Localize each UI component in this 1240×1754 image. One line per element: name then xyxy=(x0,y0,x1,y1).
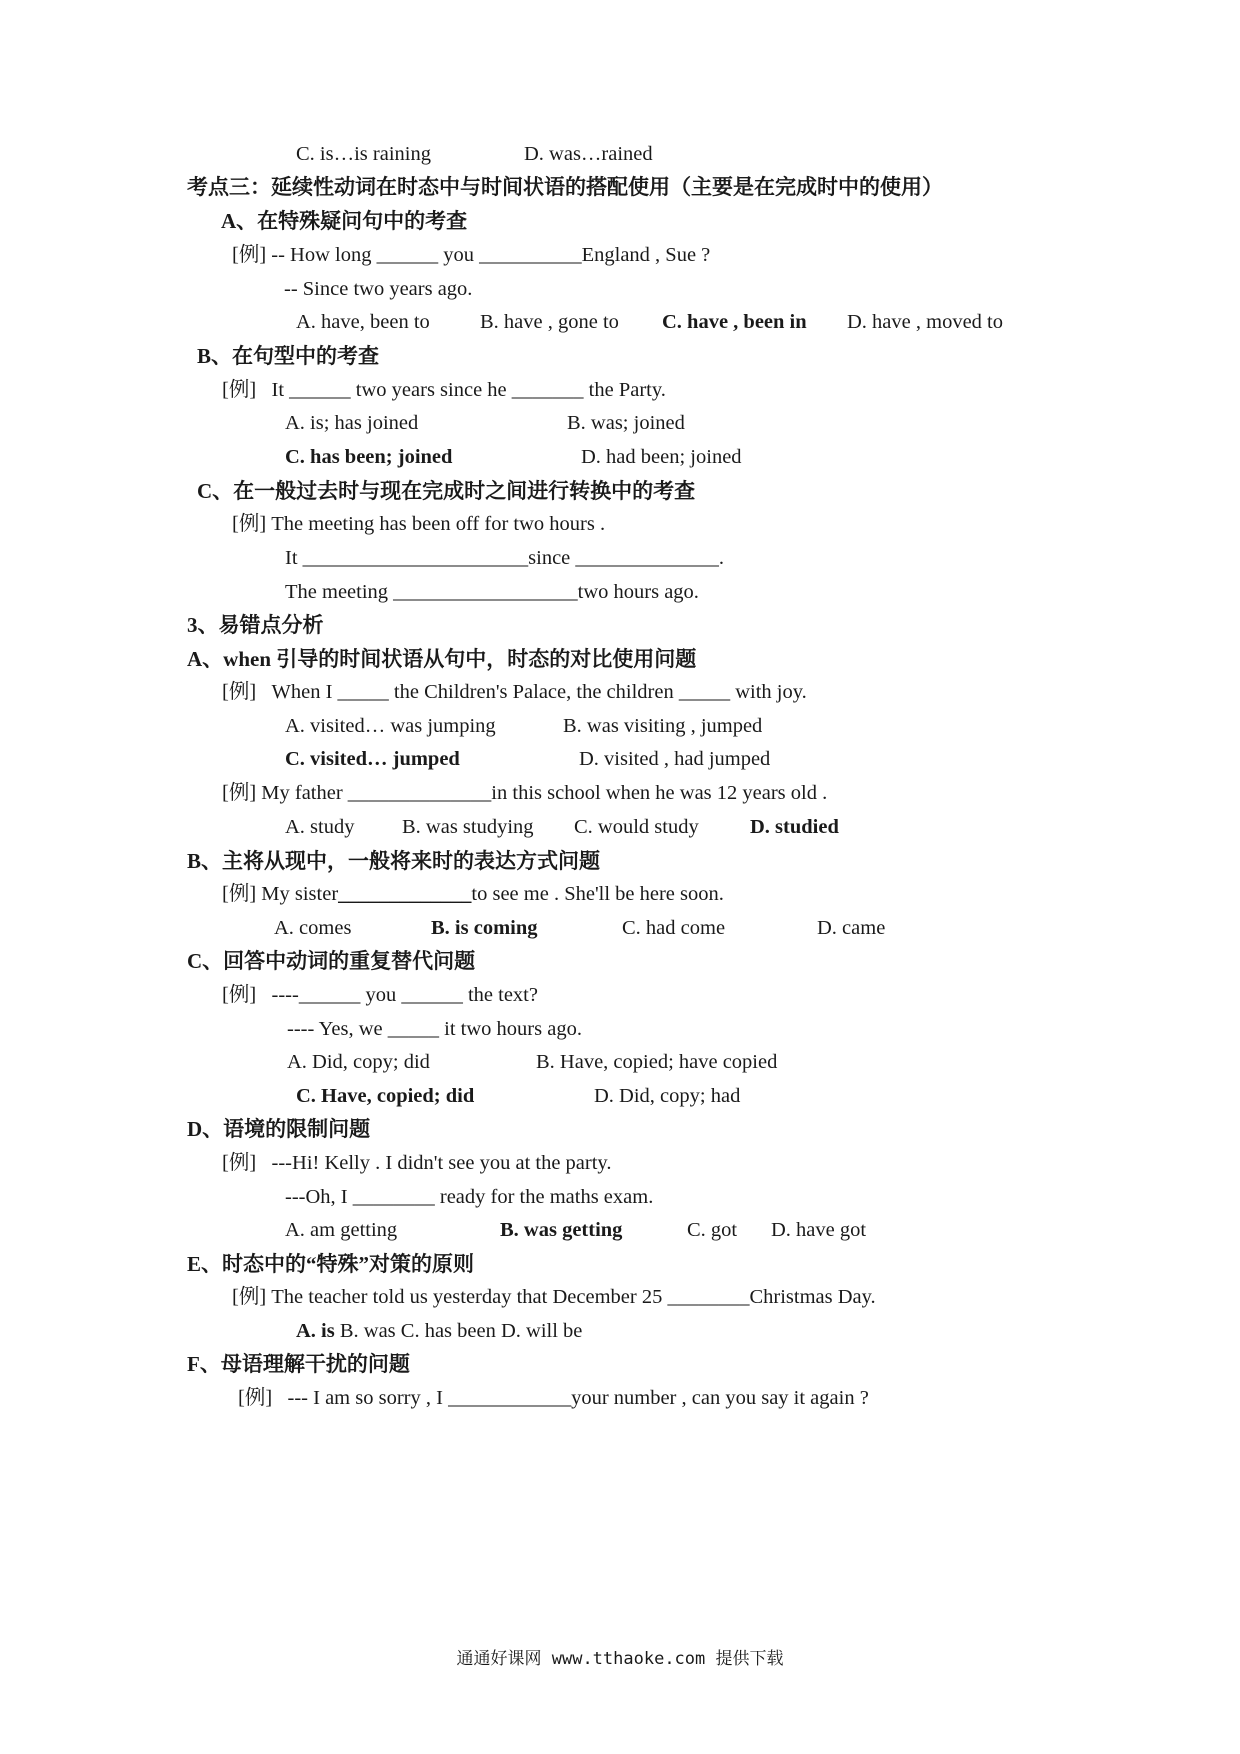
example-line: It ______________________since ______________. xyxy=(285,547,725,569)
subsection-heading: C、在一般过去时与现在完成时之间进行转换中的考查 xyxy=(197,479,696,503)
footer-text: 通通好课网 www.tthaoke.com 提供下载 xyxy=(456,1649,784,1669)
section-heading: 3、易错点分析 xyxy=(187,613,324,637)
example-line: [例] The meeting has been off for two hours . xyxy=(232,513,606,535)
option: A. am getting xyxy=(285,1219,398,1241)
example-line: [例] -- How long ______ you __________England , Sue ? xyxy=(232,244,711,266)
options-line xyxy=(296,1318,582,1344)
option: A. have, been to xyxy=(296,311,430,333)
option: D. Did, copy; had xyxy=(594,1085,741,1107)
option-answer: C. have , been in xyxy=(662,311,807,333)
option: D. was…rained xyxy=(524,143,653,165)
example-line: [例] --- I am so sorry , I ____________your number , can you say it again ? xyxy=(238,1387,869,1409)
option: D. have , moved to xyxy=(847,311,1003,333)
subsection-heading: F、母语理解干扰的问题 xyxy=(187,1352,410,1376)
example-line: [例] ----______ you ______ the text? xyxy=(222,984,538,1006)
option: A. is; has joined xyxy=(285,412,419,434)
subsection-heading: A、when 引导的时间状语从句中，时态的对比使用问题 xyxy=(187,647,697,671)
answer-blank: _____________ xyxy=(338,883,472,905)
option-answer: C. has been; joined xyxy=(285,446,453,468)
option-answer: B. is coming xyxy=(431,917,538,939)
subsection-heading: A、在特殊疑问句中的考查 xyxy=(221,209,468,233)
option: A. study xyxy=(285,816,355,838)
option: A. visited… was jumping xyxy=(285,715,496,737)
example-line: [例] My father ______________in this school when he was 12 years old . xyxy=(222,782,828,804)
example-line: ---Oh, I ________ ready for the maths exam. xyxy=(285,1186,654,1208)
example-line: [例] The teacher told us yesterday that December 25 ________Christmas Day. xyxy=(232,1286,876,1308)
option: D. have got xyxy=(771,1219,867,1241)
subsection-heading: C、回答中动词的重复替代问题 xyxy=(187,949,476,973)
example-text: [例] My sister xyxy=(222,883,339,905)
option: B. have , gone to xyxy=(480,311,619,333)
example-line: [例] ---Hi! Kelly . I didn't see you at the party. xyxy=(222,1152,612,1174)
option: D. visited , had jumped xyxy=(579,748,771,770)
option: B. was C. has been D. will be xyxy=(334,1320,583,1342)
option-answer: C. Have, copied; did xyxy=(296,1085,475,1107)
example-line: ---- Yes, we _____ it two hours ago. xyxy=(287,1018,582,1040)
option: A. Did, copy; did xyxy=(287,1051,430,1073)
example-line xyxy=(222,881,724,907)
option: D. had been; joined xyxy=(581,446,742,468)
subsection-heading: D、语境的限制问题 xyxy=(187,1117,371,1141)
option-answer: A. is xyxy=(296,1320,335,1342)
option: A. comes xyxy=(274,917,352,939)
subsection-heading: E、时态中的“特殊”对策的原则 xyxy=(187,1252,475,1276)
option: C. is…is raining xyxy=(296,143,431,165)
example-line: [例] It ______ two years since he _______ the Party. xyxy=(222,379,666,401)
option: B. was visiting , jumped xyxy=(563,715,763,737)
option: D. came xyxy=(817,917,886,939)
section-heading: 考点三：延续性动词在时态中与时间状语的搭配使用（主要是在完成时中的使用） xyxy=(187,175,943,199)
subsection-heading: B、在句型中的考查 xyxy=(197,344,380,368)
subsection-heading: B、主将从现中，一般将来时的表达方式问题 xyxy=(187,849,601,873)
example-line: The meeting __________________two hours ago. xyxy=(285,581,699,603)
option: B. Have, copied; have copied xyxy=(536,1051,778,1073)
example-line: -- Since two years ago. xyxy=(284,278,473,300)
option: B. was; joined xyxy=(567,412,685,434)
option-answer: B. was getting xyxy=(500,1219,623,1241)
option: B. was studying xyxy=(402,816,534,838)
option: C. would study xyxy=(574,816,699,838)
option-answer: D. studied xyxy=(750,816,839,838)
option-answer: C. visited… jumped xyxy=(285,748,460,770)
example-line: [例] When I _____ the Children's Palace, the children _____ with joy. xyxy=(222,681,807,703)
example-text: to see me . She'll be here soon. xyxy=(471,883,724,905)
option: C. got xyxy=(687,1219,738,1241)
option: C. had come xyxy=(622,917,726,939)
